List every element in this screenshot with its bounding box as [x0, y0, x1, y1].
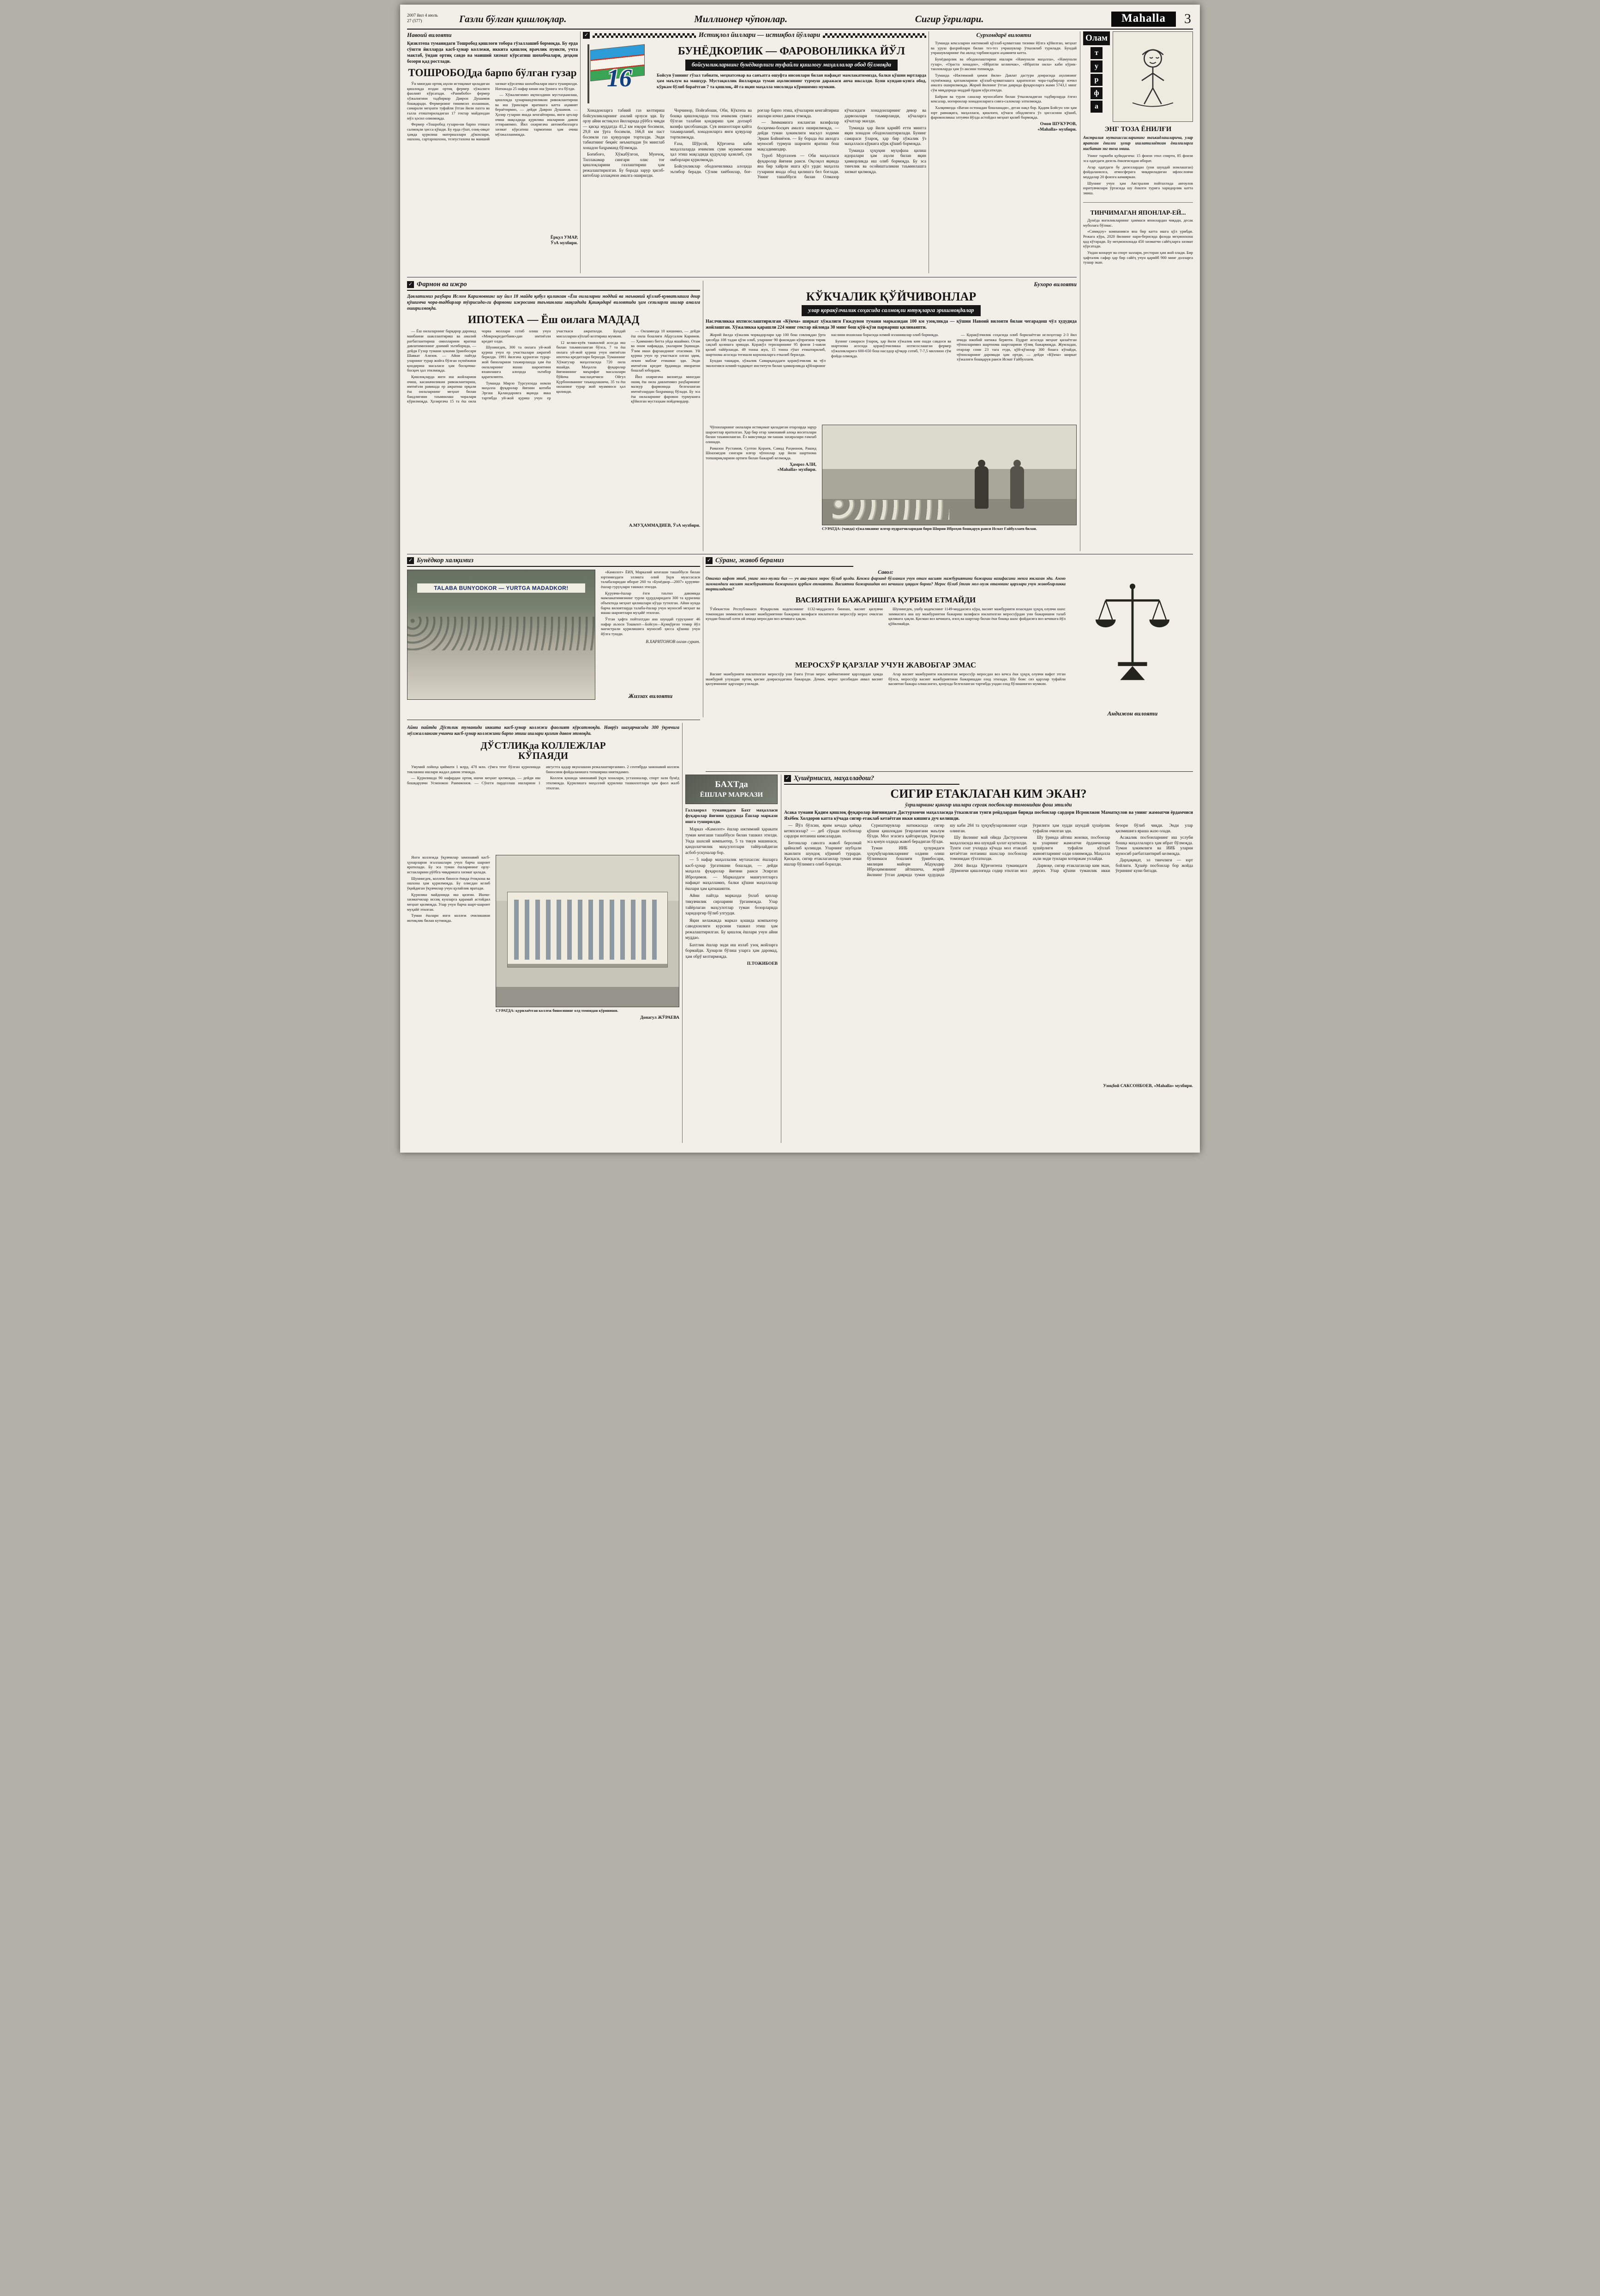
- byline: Донагул ЖЎРАЕВА: [640, 1015, 679, 1020]
- answer-part-2: [706, 672, 1066, 721]
- byline-title: ЎзА мухбири.: [551, 241, 578, 246]
- paragraph: Туроб Муртазоев — Оби маҳалласи фуқаролар йиғини раиси. Оқсоқол яқинда яна бир хайрли ишга қўл урди: маҳалла гузарини янада обод қилишга бел боғлади. Унинг ташаббуси билан Олмазор кўчасидаги хонадонларнинг девор ва дарвозалари таъмирланди, кўчаларга кўчатлар экилди.: [757, 108, 926, 180]
- paragraph: Шунинг учун ҳам Австралия пойтахтида автоулов юритувчилари ўртасида шу ёнилғи турига харидорлик катта эмиш.: [1083, 180, 1193, 195]
- checker-ornament: [823, 33, 926, 38]
- article-intro: Қизилтепа туманидаги Тошробод қишлоғи тобора гўзаллашиб бормоқда. Бу ерда сўнгги йилларда касб-ҳунар коллежи, иккита қишлоқ врачлик пункти, учта мактаб, ўндан ортиқ савдо ва маиший хизмат кўрсатиш шохобчалари, деҳқон бозори қад ростлади.: [407, 41, 578, 64]
- paragraph: Бундан ташқари, хўжалик Самарқанддаги қоракўлчилик ва чўл экологияси илмий-тадқиқот институти билан ҳамкорликда қўйларнинг наслини яхшилаш борасида илмий изланишлар олиб бормоқда.: [706, 332, 939, 368]
- scales-of-justice-illustration: [1093, 563, 1172, 702]
- paragraph: Унинг таркиби қуйидагича: 15 фоизи этил спирти, 85 фоизи эса одатдаги дизель ёнилғисидан иборат.: [1083, 153, 1193, 163]
- headline-line-2: ЁШЛАР МАРКАЗИ: [700, 791, 763, 799]
- photo-credit: В.ХАРИТОНОВ олган сурат.: [646, 639, 700, 644]
- rubric-title: Сўранг, жавоб берамиз: [715, 557, 784, 564]
- photo-student-builders: [407, 570, 595, 700]
- article-kokcha: [706, 281, 1077, 551]
- article-intro: Галлаорол туманидаги Бахт маҳалласи фуқаролар йиғини ҳудудида Ёшлар маркази ишга туширилди.: [685, 808, 778, 824]
- byline-title: «Mahalla» мухбири.: [1037, 127, 1077, 132]
- region-label: Навоий вилояти: [407, 31, 452, 38]
- column-rule: [682, 723, 683, 1143]
- byline: [407, 235, 578, 246]
- byline: [931, 122, 1077, 133]
- rubric-check-icon: ✓: [407, 557, 414, 564]
- byline-name: Узоқбой САКСОНБОЕВ,: [1103, 1084, 1153, 1089]
- paragraph: Ўн мингдан ортиқ аҳоли истиқомат қиладиган қишлоқда юздан ортиқ фермер хўжалиги фаолият кўрсатади. «Раимбобо» фермер хўжалигини тадбиркор Даврон Душамов бошқаради. Фермернинг тинимсиз изланиши, самарали меҳнати туфайли ўтган йили пахта ва ғалла етиштириладиган 17 гектар майдондан мўл ҳосил олинмоқда.: [407, 81, 490, 120]
- checker-ornament: [593, 33, 696, 38]
- paragraph: — Қурилишда 90 нафардан ортиқ ишчи меҳнат қилмоқда, — дейди иш бошқарувчи Усмонжон Раимжонов. — Сўнгги пардозлаш ишларини 1 августга қадар якунлашни режалаштирганмиз. 2 сентябрда замонавий коллеж биносини фойдаланишга топшириш ниятидамиз.: [407, 764, 679, 786]
- paragraph: Қурувчи-ёшлар ёзги таътил давомида мамлакатимизнинг турли ҳудудларидаги 300 та қурилиш объектида меҳнат қилишлари кўзда тутилган. Айни кунда барча вилоятларда талаба-ёшлар учун муносиб меҳнат ва яшаш шароитлари муҳайё этилган.: [601, 590, 700, 615]
- page-number: 3: [1184, 11, 1191, 26]
- paragraph: 12 келин-куёв ташкилий асосда иш билан таъминланган бўлса, 7 та ёш оилага уй-жой қуриш учун имтиёзли ипотека кредитлари берилди. Туманнинг Хўжағузар маҳалласида 720 оила яшайди. Маҳалла фуқаролар йиғинининг маърифат масалалари бўйича маслаҳатчиси Ойгул Қурбонованинг таъкидлашича, 35 та ёш оиланинг турар жой муаммоси ҳал қилинди.: [556, 340, 626, 394]
- teaser-3: Сигир ўғрилари.: [915, 13, 984, 24]
- date-text: 2007 йил 4 июль: [407, 13, 438, 18]
- byline: [407, 523, 700, 529]
- feature-headline: БУНЁДКОРЛИК — ФАРОВОНЛИККА ЙЎЛ: [677, 45, 905, 57]
- rubric-check-icon: ✓: [784, 775, 791, 782]
- paragraph: Жорий йилда хўжалик чорвадорлари ҳар 100 бош совлиқдан ўрта ҳисобда 108 тадан қўзи олиб, уларнинг 90 фоизидан кўпроғини тирик сақлаб қолишга эришди. Қоракўл териларининг 95 фоизи 1-навли қилиб тайёрланди. 49 тонна жун, 15 тонна гўшт етиштирилиб, шартнома асосида тегишли корхоналарга етказиб берилди.: [706, 332, 826, 357]
- article-intro: Наслчиликка ихтисослаштирилган «Кўкча» ширкат хўжалиги Ғиждувон тумани марказидан 100 км узоқликда — қўшни Навоий вилояти билан чегарадош чўл ҳудудида жойлашган. Хўжаликка қарашли 224 минг гектар яйловда 30 минг бош қўй-қўзи парвариш қилинаяпти.: [706, 319, 1077, 330]
- article-japan: [1083, 202, 1193, 265]
- paragraph: Бойсунликлар ободончиликка алоҳида эътибор беради. Сўлим хиёбонлар, боғ-роғлар барпо этиш, кўчаларни кенгайтириш ишлари изчил давом этмоқда.: [670, 108, 839, 174]
- teaser-2: Миллионер чўпонлар.: [694, 13, 788, 24]
- paragraph: Марказ «Камолот» ёшлар ижтимоий ҳаракати туман кенгаши ташаббуси билан ташкил этилди. Унда шахсий компьютер, 5 та тикув машинаси, қандолатчилик маҳсулотлари тайёрлайдиган асбоб-ускуналар бор.: [685, 827, 778, 855]
- sorang-row: [706, 557, 1193, 765]
- paragraph: Агар одатдаги бу дизеллардан (уни шундай номлашган) фойдаланилса, атмосферага чиқариладиган ифлословчи моддалар 20 фоизга камаяркан.: [1083, 164, 1193, 179]
- qa-headline-2: МЕРОСХЎР ҚАРЗЛАР УЧУН ЖАВОБГАР ЭМАС: [795, 661, 977, 670]
- paragraph: 2004 йилда Қўрғонтепа туманидаги Дўрмончи қишлоғида содир этилган мол ўғрилиги ҳам худди шундай ҳушёрлик туфайли очилган эди.: [950, 823, 1110, 874]
- sheep-flock: [833, 500, 949, 520]
- column-rule: [580, 31, 581, 273]
- paragraph: Бахтлик ёшлар энди иш излаб узоқ жойларга бормайди. Ҳунарли бўлиш уларга ҳам даромад, ҳам обрў келтирмоқда.: [685, 943, 778, 959]
- rubric-title: Ҳушёрмисиз, маҳалладош?: [794, 775, 875, 782]
- paragraph: Ғаза, Шўрсой, Қўрғонча каби маҳаллаларда ичимлик суви муаммосини ҳал этиш мақсадида қудуқлар қазилиб, сув омборлари қурилмоқда.: [670, 142, 752, 162]
- feature-head: [657, 43, 926, 106]
- paragraph: Бунинг самараси ўлароқ, ҳар йили хўжалик ким ошди савдоси ва шартнома асосида қоракўлчиликка ихтисослашган фермер хўжаликларига 600-650 бош наслдор қўчқор сотиб, 7-7,5 миллион сўм фойда олмоқда.: [831, 338, 951, 358]
- rubric-header: [706, 557, 853, 567]
- paragraph: Шу ўринда айтиш жоизки, посбонлар ва уларнинг жамоатчи ёрдамчилари ҳушёрлиги туфайли кўплаб жиноятларнинг олди олинмоқда. Маҳалла аҳли энди тунлари хотиржам ухлайди.: [1032, 835, 1110, 862]
- feature-body: [583, 108, 926, 247]
- paragraph: — Ёш оилаларнинг барқарор даромад манбаини шакллантириш ва амалий рағбатлантириш омилларини яратиш давлатимизнинг доимий эътиборида, — дейди Ғузор тумани ҳокими ўринбосари Шавкат Азизов. — Айни пайтда уларнинг турар жойга бўлган эҳтиёжини қондириш масаласи ҳам босқичма-босқич ҳал этилмоқда.: [407, 329, 476, 373]
- rubric-header: [407, 557, 700, 567]
- paragraph: Қишлоқларда янги иш жойларини очиш, касаначиликни ривожлантириш, имтиёзли равишда ер ажратиш орқали ёш оилаларнинг меҳнат билан бандлигини таъминлаш чоралари кўрилмоқда. Ҳозиргача 15 та ёш оила чорва моллари сотиб олиш учун «Микрокредитбанк»дан имтиёзли кредит олди.: [407, 329, 551, 404]
- region-label: Жиззах вилояти: [628, 692, 673, 699]
- paragraph: Туманда ҳуқуқни муҳофаза қилиш идоралари ҳам аҳоли билан яқин ҳамкорликда иш олиб бормоқда. Бу эса тинчлик ва осойишталикни таъминлашга хизмат қилмоқда.: [845, 148, 926, 174]
- article-body: [784, 823, 1193, 1082]
- paragraph: Шу йилнинг май ойида Дастурхончи маҳалласида яна шундай ҳолат кузатилди. Тунги соат учларда кўчада мол етаклаб кетаётган нотаниш шахслар посбонлар томонидан тўхтатилди.: [950, 835, 1027, 862]
- paragraph: Туманда кексаларни ижтимоий қўллаб-қувватлаш тизими йўлга қўйилган, меҳнат ва уруш фахрийлари билан тез-тез учрашувлар ўтказилиб турилади. Бундай учрашувларнинг ёш авлод тарбиясидаги аҳамияти катта.: [931, 41, 1077, 55]
- paragraph: — Оиламизда 10 кишимиз, — дейди ёш оила бошлиғи Абдусалом Каримов. — Ҳаммамиз битта уйда яшаймиз. Отам ва онам нафақада, укаларим ўқишади. Ўзим икки фарзанднинг отасиман. Уй қуриш учун ер участкаси олган эдим, лекин маблағ етишмас эди. Энди имтиёзли кредит ёрдамида иморатни бошлаб юбордик.: [631, 329, 700, 373]
- photo-block: [822, 425, 1077, 532]
- paragraph: Дарвоқе, сигир етаклаганлар ким экан, дерсиз. Улар қўшни туманлик икки безори бўлиб чиқди. Энди улар қилмишига яраша жазо олади.: [1032, 823, 1193, 874]
- byline-title: «Mahalla» мухбири.: [1154, 1084, 1193, 1089]
- paragraph: Туман ИИБ ҳузуридаги ҳуқуқбузарликларнинг олдини олиш бўлинмаси бошлиғи ўринбосари, милиция майори Абдуқодир Иброҳимовнинг айтишича, жорий йилнинг ўтган даврида туман ҳудудида шу каби 284 та ҳуқуқбузарликнинг олди олинган.: [867, 823, 1027, 878]
- olam-letter: а: [1091, 101, 1103, 113]
- teaser-1: Газли бўлган қишлоқлар.: [459, 13, 567, 24]
- olam-letter: ф: [1091, 87, 1103, 99]
- article-intro: Айни пайтда Дўстлик туманида иккита касб-ҳунар коллежи фаолият кўрсатмоқда. Наврўз шаҳарчасида 300 ўқувчига мўлжалланган учинчи касб-ҳунар коллежини барпо этиш ишлари қизғин давом этмоқда.: [407, 725, 679, 736]
- paragraph: Янги коллежда ўқувчилар замонавий касб-ҳунарларни эгаллашлари учун барча шароит яратилади. Бу эса туман ёшларининг орзу-истакларини рўёбга чиқаришга хизмат қилади.: [407, 855, 490, 875]
- olam-letter: у: [1091, 60, 1103, 72]
- crowd-texture: [407, 617, 595, 650]
- flag-pole: [587, 44, 589, 103]
- masthead-logo: Mahalla: [1111, 12, 1176, 27]
- paragraph: Бунёдкорлик ва ободонлаштириш ишлари «Намунали маҳалла», «Намунали гузар», «Ораста хонадон», «Ибратли келинчак», «Ибратли оила» каби кўрик-танловларда ҳам ўз аксини топмоқда.: [931, 56, 1077, 72]
- paragraph: Чорчинор, Пойғабоши, Оби, Кўктепа ва бошқа қишлоқларда тоза ичимлик сувига бўлган талабни қондириш ҳам долзарб вазифа ҳисобланади. Сув иншоотлари қайта таъмирланиб, хонадонларга янги қувурлар тортилмоқда.: [670, 108, 752, 140]
- photo-banner-text: TALABA BUNYODKOR — YURTGA MADADKOR!: [417, 583, 585, 593]
- article-subhead: ўғриларнинг қинғир ишлари сергак посбонлар томонидан фош этилди: [905, 802, 1072, 808]
- paragraph: — Қоракўлчилик соҳасида олиб борилаётган ислоҳотлар 2-3 йил ичида ижобий натижа беряпти. Пудрат асосида меҳнат қилаётган чўпонларимиз шартнома шартларини тўлиқ бажармоқда. Жумладан, отарлар сони 23 тага етди, қўй-қўзилар 300 бошга кўпайди, чўпонларнинг даромади ҳам ортди, — дейди «Кўкча» ширкат хўжалиги бошқарув раиси Исмат Ғайбуллаев.: [957, 332, 1077, 362]
- byline: [706, 463, 816, 474]
- paragraph: Дунёда янгиликларнинг ҳаммаси японлардан чиқади, десак муболаға бўлмас.: [1083, 218, 1193, 228]
- olam-letter: р: [1091, 74, 1103, 86]
- article-intro: Давлатимиз раҳбари Ислом Каримовнинг шу йил 18 майда қабул қилинган «Ёш оилаларни моддий ва маънавий қўллаб-қувватлашга доир қўшимча чора-тадбирлар тўғрисида»ги фармони ижросини таъминлаш мақсадида Қашқадарё вилоятида ҳам сезиларли ишлар амалга оширилмоқда.: [407, 294, 700, 311]
- article-ipoteka: [407, 281, 700, 551]
- region-label: Бухоро вилояти: [1034, 281, 1077, 288]
- paragraph: Бегоналар саволга жавоб беролмай қийналиб қолишди. Уларнинг шубҳали эканлиги шундоқ кўриниб турарди. Қисқаси, сигир етаклаганлар туман ички ишлар бўлимига олиб борилди.: [784, 841, 862, 867]
- paragraph: Халқимизда «Ватан остонадан бошланади», деган нақл бор. Қадим Бойсун эли ҳам юрт равнақига, маҳалласи, қишлоғи, кўчаси ободлигига ўз ҳиссасини қўшиб, фаровонликка элтувчи йўлда астойдил меҳнат қилиб бормоқда.: [931, 105, 1077, 120]
- article-headline: ДЎСТЛИКда КОЛЛЕЖЛАР КЎПАЯДИ: [480, 740, 606, 762]
- paragraph: Ундан концерт ва спорт заллари, ресторан ҳам жой олади. Бир ҳафталик сафар ҳар бир сайёҳ учун қарийб 900 минг долларга тушар экан.: [1083, 250, 1193, 265]
- sidebar-olam-turfa: [1083, 31, 1193, 551]
- building-facade: [507, 892, 668, 968]
- dateline: [407, 13, 451, 24]
- question-label: Савол:: [878, 570, 893, 575]
- anniversary-number: 16: [607, 64, 632, 92]
- rubric-title: Бунёдкор халқимиз: [417, 557, 473, 564]
- rubric-check-icon: ✓: [706, 557, 713, 564]
- olam-word: Олам: [1083, 31, 1110, 45]
- byline: П.ТОЖИБОЕВ: [747, 962, 778, 967]
- rubric-banner: [583, 31, 926, 41]
- byline-name: Ҳамроз АЛИ,: [789, 462, 816, 467]
- byline-name: А.МУҲАММАДИЕВ,: [629, 523, 672, 529]
- paragraph: Туманда «Ижтимоий ҳимоя йили» Давлат дастури доирасида аҳолининг эҳтиёжманд қатламларини қўллаб-қувватлашга қаратилган чора-тадбирлар изчил амалга оширилмоқда. Жорий йилнинг ўтган даврида фуқароларга жами 5743,1 минг сўм миқдорида моддий ёрдам кўрсатилди.: [931, 72, 1077, 92]
- article-body-left: [407, 855, 490, 1021]
- article-row: [407, 570, 700, 700]
- question-text: Отамиз вафот этиб, унинг мол-мулки биз — уч ака-укага мерос бўлиб қолди. Кенжа фарзанд бўлганим учун отам васият мажбуриятини бажариш вазифасини менга юклаган эди. Аммо зиммамдаги васият мажбуриятини бажаришга қурбим етмаяпти. Васиятни бажаришдан воз кечишга ҳаққим борми? Мерос бўлиб ўтган мол-мулк отамнинг қарзлари учун жавобгарликка тортиладими?: [706, 576, 1066, 592]
- person-silhouette: [975, 466, 989, 509]
- paragraph: Қурилиш майдонида иш қизғин. Ишчи-хизматчилар иссиқ кунларга қарамай астойдил меҳнат қилмоқда. Улар учун барча шарт-шароит муҳайё этилган.: [407, 892, 490, 912]
- photo-block: [496, 855, 679, 1021]
- article-intro: Австралия мутахассисларининг таъкидлашларича, улар яратган ёнилғи ҳозир ишлатилаётган ёнилғиларга нисбатан энг тоза эмиш.: [1083, 135, 1193, 151]
- byline-title: «Mahalla» мухбири.: [777, 468, 816, 473]
- paragraph: Коллеж қошида замонавий ўқув хоналари, устахоналар, спорт зали бунёд этилмоқда. Қурилишга маҳаллий қурилиш ташкилотлари ҳам фаол жалб этилган.: [546, 775, 679, 790]
- article-body: [407, 329, 700, 522]
- article-surxondaryo: [931, 31, 1077, 273]
- issue-number: 27 (577): [407, 19, 422, 24]
- article-headline: ИПОТЕКА — Ёш оилага МАДАД: [467, 314, 640, 326]
- feature-head-row: [583, 43, 926, 106]
- rubric-check-icon: ✓: [407, 281, 414, 288]
- ground: [496, 987, 679, 1007]
- article-bunyodkorlik: [583, 31, 926, 273]
- region-label: Сурхондарё вилояти: [976, 31, 1031, 38]
- sorang-side: [1072, 557, 1193, 765]
- independence-16-flag-emblem: [583, 43, 652, 106]
- article-headline: СИГИР ЕТАКЛАГАН КИМ ЭКАН?: [890, 787, 1087, 800]
- article-subhead: улар қоракўлчилик соҳасида салмоқли ютуқларга эришмоқдалар: [802, 305, 980, 316]
- paragraph: — 5 нафар маҳаллалик мутахассис ёшларга касб-ҳунар ўргатишни бошлади, — дейди маҳалла фуқаролар йиғини раиси Эсиргап Иброҳимов. — Марказдаги машғулотларга нафақат маҳалламиз, балки қўшни маҳаллалар ёшлари ҳам қатнашяпти.: [685, 858, 778, 891]
- paragraph: Шунингдек, ушбу кодекснинг 1149-моддасига кўра, васият мажбурияти юзасидан ҳуқуқ олувчи шахс зиммасига ана шу мажбуриятни бажариш вазифаси юклатилган меросхўрдан уни бажаришни талаб қилишга ҳақли. Қисман воз кечишга, изоҳ ва шартлар билан ёки бошқа шахс фойдасига воз кечишга йўл қўйилмайди.: [888, 607, 1066, 626]
- answer-part-1: [706, 607, 1066, 657]
- article-headline-box: [685, 775, 778, 804]
- article-toshrobod: [407, 31, 578, 273]
- article-body-top: [407, 764, 679, 852]
- paragraph: — Зиммамизга юкланган вазифалар босқичма-босқич амалга оширилмоқда, — дейди туман ҳокимлиги масъул ходими Эркин Бойниёзов. — Бу борада ёш авлодга муносиб турмуш шароити яратиш бош мақсадимиздир.: [757, 120, 839, 152]
- rubric-title: Фармон ва ижро: [417, 281, 467, 288]
- paragraph: Айни пайтда марказда ўнлаб қизлар тикувчилик сирларини ўрганмоқда. Улар тайёрлаган маҳсулотлар туман бозорларида харидоргир бўлиб улгурди.: [685, 894, 778, 916]
- paragraph: Йил охиригача вилоятда мингдан ошиқ ёш оила давлатимиз раҳбарининг мазкур фармонида белгиланган имтиёзлардан баҳраманд бўлади. Бу эса ёш оилаларнинг фаровон турмушига қўйилган мустаҳкам пойдевордир.: [631, 374, 700, 404]
- paragraph: «Симидзу» компанияси яна бир катта ишга қўл урибди. Режага кўра, 2020 йилнинг нари-берисида фазода меҳмонхона қад кўтаради. Бу меҳмонхонада 450 хизматчи сайёҳларга хизмат кўрсатади.: [1083, 229, 1193, 249]
- paragraph: Асакалик посбонларнинг иш услуби бошқа маҳаллаларга ҳам ибрат бўлмоқда. Туман ҳокимлиги ва ИИБ уларни муносиб рағбатлантириб келмоқда.: [1115, 835, 1193, 856]
- paragraph: — Хўжалигимиз иқтисодини мустаҳкамлаш, қишлоқда ҳунармандчиликни ривожлантириш ва иш ўринлари яратишга катта аҳамият бераётирмиз, — дейди Даврон Душамов. — Ҳозир гузарни янада кенгайтириш, янги цехлар очиш мақсадида қурилиш ишларини давом эттираяпмиз. Йил охиригача автомобилларга хизмат кўрсатиш тармоғини ҳам очиш мўлжалланмоқда.: [495, 92, 578, 137]
- photo-shepherds: [822, 425, 1077, 525]
- qa-headline-1: ВАСИЯТНИ БАЖАРИШГА ҚУРБИМ ЕТМАЙДИ: [795, 595, 976, 605]
- article-body: [685, 827, 778, 960]
- article-headline: ТОШРОБОДда барпо бўлган гузар: [408, 67, 577, 78]
- article-body: [407, 81, 578, 234]
- paragraph: Рамазон Рустамов, Султон Қораев, Самад Раҳмонов, Рашид Шоахмедов сингари илғор чўпонлар ҳар йили шартнома топшириқларини ортиғи билан бажариб келмоқда.: [706, 445, 816, 460]
- olam-turfa-header: [1083, 31, 1193, 122]
- article-headline: КЎКЧАЛИК ҚЎЙЧИВОНЛАР: [806, 290, 977, 303]
- paragraph: «Камолот» ЁИҲ Марказий кенгаши ташаббуси билан юртимиздаги элликта олий ўқув муассасаси талабаларидан иборат 260 та «Бунёдкор—2007» қурувчи-ёшлар гуруҳлари ташкил этилди.: [601, 570, 700, 589]
- article-body: [601, 570, 700, 700]
- photo-caption: СУРАТДА: қурилаётган коллеж биносининг олд томондан кўриниши.: [496, 1009, 618, 1013]
- paragraph: Умумий лойиҳа қиймати 1 млрд. 478 млн. сўмга тенг бўлган қурилишда тикланиш ишлари жадал давом этмоқда.: [407, 764, 540, 774]
- page-header: [407, 10, 1193, 28]
- paragraph: Шунингдек, коллеж биноси ёнида ётоқхона ва ошхона ҳам қурилмоқда. Бу олисдан келиб ўқийдиган ўқувчилар учун қулайлик яратади.: [407, 876, 490, 891]
- paragraph: Яқин келажакда марказ қошида компьютер саводхонлиги курсини ташкил этиш ҳам режалаштирилган. Бу қишлоқ ёшлари учун айни муддао.: [685, 918, 778, 941]
- cartoon-illustration: [1113, 31, 1193, 122]
- byline-name: Омон ШУКУРОВ,: [1040, 121, 1077, 126]
- paragraph: Чўпонларнинг оилалари истиқомат қиладиган отарларда зарур шароитлар яратилган. Ҳар бир отар замонавий алоқа воситалари билан таъминланган. Ёз мавсумида эм-хашак захиралари ғамлаб олинади.: [706, 424, 816, 444]
- rubric-header: [784, 775, 959, 785]
- article-baxt: [685, 775, 778, 1143]
- paragraph: Боғибоғо, Хўжабўлғон, Мунчоқ, Тиллакамар сингари олис тоғ қишлоқларини газлаштириш ҳам режалаштирилган. Бу борада зарур ҳисоб-китоблар аллақачон амалга оширилди.: [583, 152, 665, 179]
- article-body-top: [706, 332, 1077, 423]
- article-sorang: [706, 557, 1193, 765]
- person-silhouette: [1010, 466, 1024, 509]
- newspaper-page: [400, 5, 1200, 1153]
- photo-caption: СУРАТДА: (чапда) хўжаликнинг илғор пудратчиларидан бири Ширин Иброҳов бошқарув раиси Исмат Ғайбуллаев билан.: [822, 526, 1037, 531]
- article-body: [931, 41, 1077, 120]
- byline: [784, 1084, 1193, 1089]
- photo-college-building: [496, 855, 679, 1007]
- paragraph: Туман ёшлари янги коллеж очилишини интиқлик билан кутмоқда.: [407, 913, 490, 923]
- band-divider: [706, 771, 1193, 772]
- rubric-check-icon: ✓: [583, 32, 590, 39]
- paragraph: Байрам ва турли саналар муносабати билан ўтказиладиган тадбирларда ёлғиз кексалар, ногиронлар хонадонларига совға-саломлар элтилмоқда.: [931, 94, 1077, 104]
- paragraph: Агар васият мажбурияти юклатилган меросхўр меросдан воз кечса ёки ҳуқуқ олувчи вафот этган бўлса, меросхўр васият мажбуриятини бажаришдан озод этилади. Шу боис сиз қарзлар туфайли васиятни бажара олмасангиз, қонунда белгиланган тартибда ундан озод бўлишингиз мумкин.: [888, 672, 1066, 686]
- byline-title: ЎзА мухбири.: [673, 523, 700, 529]
- header-rule: [407, 29, 1193, 30]
- article-bunyodkor: [407, 557, 700, 717]
- paragraph: Хонадонларга табиий газ келтириш бойсунликларнинг азалий орзуси эди. Бу орзу айни истиқлол йилларида рўёбга чиқди — қисқа муддатда 41,2 км юқори босимли, 29,8 км ўрта босимли, 166,8 км паст босимли газ қувурлари тортилди. Энди табиатнинг беқиёс неъматидан ўн минглаб хонадон баҳраманд бўлмоқда.: [583, 108, 665, 150]
- feature-subhead: бойсунликларнинг бунёдкорлиги туфайли қишлоғу маҳаллалар обод бўлмоқда: [685, 60, 898, 71]
- feature-lead: Бойсун ўзининг гўзал табиати, меҳнатсевар ва санъатга ошуфта инсонлари билан нафақат мамлакатимизда, балки қўшни юртларда ҳам маълум ва машҳур. Мустақиллик йилларида туман аҳолисининг турмуш даражаси анча юксалди. Буни кундан-кунга обод, кўркам бўлиб бораётган 7 та қишлоқ, 40 га яқин маҳалла мисолида кўришимиз мумкин.: [657, 72, 926, 90]
- article-dostlik: [407, 723, 679, 1143]
- rubric-title: Истиқлол йиллари — истиқбол йўллари: [698, 31, 821, 39]
- cartoon-figure: [1125, 40, 1181, 114]
- sorang-main: [706, 557, 1066, 765]
- paragraph: — Йўл бўлсин, ярим кечада қаёққа кетяпсизлар? — деб сўради посбонлар сардори нотаниш кимсалардан.: [784, 823, 862, 839]
- paragraph: Васият мажбурияти юклатилган меросхўр уни ўзига ўтган мерос қийматининг қарзлардан ҳамда мажбурий улушдан ортиқ қисми доирасидагина бажаради. Демак, мерос ҳисобидан аввал васият қилувчининг қарзлари узилади.: [706, 672, 883, 686]
- rubric-header: [407, 281, 700, 291]
- article-bottom-row: [706, 425, 1077, 532]
- byline-name: Ёрқул УМАР,: [550, 235, 578, 240]
- paragraph: Ўтган ҳафта пойтахтдан ана шундай гуруҳнинг 46 нафар аъзоси Тошкент—Бойсун—Қумқўрғон темир йўл магистрали қурилишига муносиб ҳисса қўшиш учун йўлга тушди.: [601, 616, 700, 636]
- region-label: Андижон вилояти: [1107, 710, 1158, 717]
- article-headline: ТИНЧИМАГАН ЯПОНЛАР-ЕЙ...: [1090, 209, 1186, 216]
- article-body-left: [706, 425, 816, 532]
- paragraph: Туманда ҳар йили қарийб етти мингга яқин хонадон ободонлаштирилади. Бунинг самараси ўлароқ, ҳар бир хўжалик ўз маҳалласи кўркига кўрк қўшиб бормоқда.: [845, 126, 926, 147]
- article-intro: Асака тумани Қадим қишлоқ фуқаролар йиғинидаги Дастурхончи маҳалласида ўтказилган тунги рейдлардан бирида посбонлар сардори Исроилжон Маматқулов ва унинг жамоатчи ёрдамчиси Яхёбек Холдоров катта кўчада сигир етаклаб кетаётган икки кишига дуч келишди.: [784, 810, 1193, 822]
- article-bottom-row: [407, 855, 679, 1021]
- paragraph: Шунингдек, 300 та оилага уй-жой қуриш учун ер участкалари ажратиб берилди. 1991 йилгача қурилган турар-жой биноларини таъмирлашда ҳам ёш оилаларнинг яшаш шароитини яхшилашга алоҳида эътибор қаратиляпти.: [481, 345, 551, 379]
- paragraph: Ўзбекистон Республикаси Фуқаролик кодексининг 1132-моддасига биноан, васият қилувчи томонидан зиммасига васият мажбуриятини бажариш вазифаси юклатилган меросхўр мерос очилган кундан бошлаб олти ой ичида меросдан воз кечишга ҳақли.: [706, 607, 883, 621]
- olam-turfa-title: [1083, 31, 1110, 122]
- article-fuel: [1083, 126, 1193, 196]
- olam-letter: т: [1091, 47, 1103, 59]
- article-headline: ЭНГ ТОЗА ЁНИЛҒИ: [1104, 126, 1172, 133]
- headline-line-1: БАХТда: [715, 780, 748, 789]
- paragraph: Суриштирувлар натижасида сигир қўшни қишлоқдан ўғирлангани маълум бўлди. Мол эгасига қайтарилди, ўғрилар эса қонун олдида жавоб берадиган бўлди.: [867, 823, 945, 844]
- paragraph: Фермер «Тошробод гузари»ни барпо этишга салмоқли ҳисса қўшди. Бу ерда гўшт, озиқ-овқат ҳамда қурилиш материаллари дўконлари, ошхона, сартарошхона, телеустахона ва маиший хизмат кўрсатиш шохобчалари ишга туширилди. Натижада 25 нафар киши иш ўрнига эга бўлди.: [407, 81, 578, 142]
- article-sigir: [784, 775, 1193, 1143]
- paragraph: Дарҳақиқат, эл тинчлиги — юрт бойлиги. Ҳушёр посбонлар бор жойда ўғрининг куни битади.: [1115, 858, 1193, 874]
- paragraph: Туманда Мирзо Турсунзода номли маҳалла фуқаролар йиғини котиби Эргаш Қаландаровга яқинда якка тартибда уй-жой қуриш учун ер участкаси ажратилди. Бундай мисолларни кўплаб келтириш мумкин.: [481, 329, 626, 400]
